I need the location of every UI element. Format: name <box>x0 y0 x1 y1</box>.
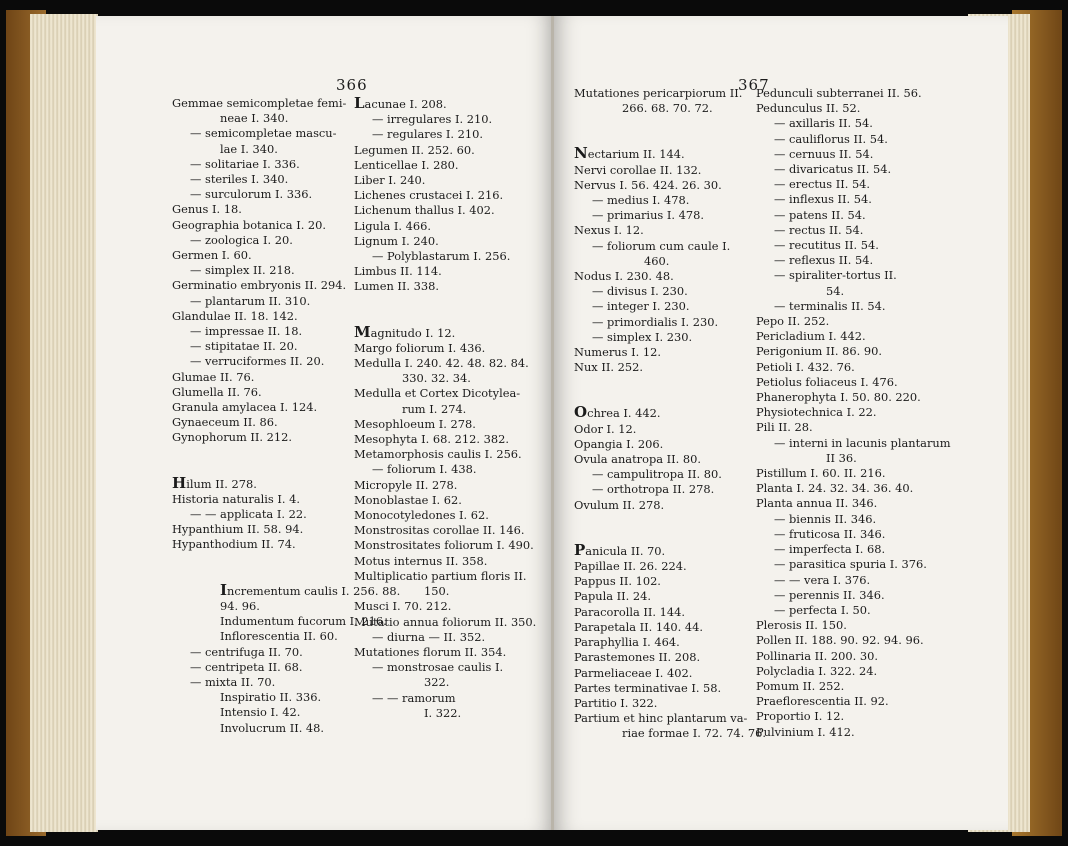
index-entry: — — applicata I. 22. <box>190 507 307 522</box>
index-entry: Monocotyledones I. 62. <box>354 508 489 523</box>
index-entry: Nodus I. 230. 48. <box>574 269 674 284</box>
index-entry: rum I. 274. <box>402 401 467 416</box>
index-entry: Paraphyllia I. 464. <box>574 635 680 650</box>
index-entry: Pollen II. 188. 90. 92. 94. 96. <box>756 633 924 648</box>
index-entry: Hypanthium II. 58. 94. <box>172 522 304 537</box>
index-entry: Pollinaria II. 200. 30. <box>756 648 878 663</box>
index-entry: Multiplicatio partium floris II. <box>354 568 527 583</box>
index-entry: Polycladia I. 322. 24. <box>756 663 878 678</box>
index-entry: Lumen II. 338. <box>354 279 440 294</box>
index-entry: Inflorescentia II. 60. <box>220 629 338 644</box>
left-page <box>96 16 554 830</box>
index-column <box>574 86 767 742</box>
index-entry: Plerosis II. 150. <box>756 618 847 633</box>
right-page <box>554 16 1008 830</box>
index-entry: Planta annua II. 346. <box>756 496 878 511</box>
index-entry: Ovulum II. 278. <box>574 497 665 512</box>
index-entry: neae I. 340. <box>220 111 289 126</box>
spacer <box>574 528 764 543</box>
index-entry: — imperfecta I. 68. <box>774 542 886 557</box>
index-entry: Lichenes crustacei I. 216. <box>354 188 504 203</box>
index-entry: Numerus I. 12. <box>574 345 661 360</box>
index-entry: Germen I. 60. <box>172 248 252 263</box>
index-entry: lae I. 340. <box>220 141 278 156</box>
index-entry: Inspiratio II. 336. <box>220 690 322 705</box>
index-entry: — interni in lacunis plantarum <box>774 435 951 450</box>
index-entry: Mutationes pericarpiorum II. <box>574 86 743 100</box>
index-entry: Mutationes florum II. 354. <box>354 644 507 659</box>
index-entry: Glandulae II. 18. 142. <box>172 308 298 323</box>
index-entry: Petioli I. 432. 76. <box>756 359 855 374</box>
index-entry: Nux II. 252. <box>574 360 643 375</box>
index-entry: Nectarium II. 144. <box>574 144 685 163</box>
index-entry: Pappus II. 102. <box>574 574 661 589</box>
index-entry: — primordialis I. 230. <box>592 314 719 329</box>
index-entry: — patens II. 54. <box>774 207 866 222</box>
index-entry: Lacunae I. 208. <box>354 94 447 112</box>
index-entry: — axillaris II. 54. <box>774 116 873 131</box>
index-entry: Germinatio embryonis II. 294. <box>172 278 347 293</box>
index-entry: Genus I. 18. <box>172 202 242 217</box>
index-entry: Glumella II. 76. <box>172 384 262 399</box>
index-entry: Limbus II. 114. <box>354 264 442 279</box>
index-entry: Hilum II. 278. <box>172 473 257 492</box>
index-entry: Phanerophyta I. 50. 80. 220. <box>756 390 921 405</box>
index-entry: Glumae II. 76. <box>172 369 255 384</box>
index-entry: Legumen II. 252. 60. <box>354 142 475 157</box>
index-entry: Pedunculus II. 52. <box>756 101 861 116</box>
index-entry: Medulla et Cortex Dicotylea- <box>354 386 521 401</box>
index-entry: — integer I. 230. <box>592 299 690 314</box>
page-number-left: 366 <box>336 76 368 94</box>
spacer <box>574 513 764 528</box>
index-entry: Mesophloeum I. 278. <box>354 416 476 431</box>
index-entry: Lenticellae I. 280. <box>354 157 459 172</box>
index-entry: II 36. <box>826 450 857 465</box>
index-entry: — primarius I. 478. <box>592 208 704 223</box>
index-entry: — stipitatae II. 20. <box>190 339 298 354</box>
index-entry: — zoologica I. 20. <box>190 232 293 247</box>
index-entry: — rectus II. 54. <box>774 222 864 237</box>
index-entry: Lignum I. 240. <box>354 233 439 248</box>
index-entry: Parapetala II. 140. 44. <box>574 619 703 634</box>
index-entry: riae formae I. 72. 74. 76. <box>622 726 767 741</box>
index-entry: — regulares I. 210. <box>372 127 484 142</box>
index-entry: — centrifuga II. 70. <box>190 644 303 659</box>
index-entry: Liber I. 240. <box>354 173 426 188</box>
index-entry: Paracorolla II. 144. <box>574 604 686 619</box>
index-entry: Petiolus foliaceus I. 476. <box>756 374 898 389</box>
index-entry: 150. <box>424 584 450 599</box>
index-entry: — mixta II. 70. <box>190 674 276 689</box>
spacer <box>354 295 534 310</box>
index-entry: Parmeliaceae I. 402. <box>574 665 693 680</box>
index-entry: — plantarum II. 310. <box>190 293 311 308</box>
index-entry: Granula amylacea I. 124. <box>172 400 318 415</box>
index-entry: Pistillum I. 60. II. 216. <box>756 466 886 481</box>
index-entry: — terminalis II. 54. <box>774 298 886 313</box>
spacer <box>574 116 764 131</box>
index-entry: 330. 32. 34. <box>402 371 471 386</box>
index-entry: Pedunculi subterranei II. 56. <box>756 86 922 100</box>
index-entry: — verruciformes II. 20. <box>190 354 325 369</box>
spacer <box>574 131 764 146</box>
index-entry: Perigonium II. 86. 90. <box>756 344 882 359</box>
index-entry: — — ramorum <box>372 690 456 705</box>
index-entry: — recutitus II. 54. <box>774 238 879 253</box>
index-entry: Lichenum thallus I. 402. <box>354 203 495 218</box>
index-entry: Proportio I. 12. <box>756 709 845 724</box>
index-entry: Involucrum II. 48. <box>220 720 325 735</box>
index-entry: Musci I. 70. 212. <box>354 599 452 614</box>
index-entry: — fruticosa II. 346. <box>774 526 886 541</box>
index-entry: Nexus I. 12. <box>574 223 644 238</box>
page-number-right: 367 <box>738 76 770 94</box>
index-entry: Pomum II. 252. <box>756 678 845 693</box>
index-entry: Ochrea I. 442. <box>574 403 661 422</box>
index-entry: Intensio I. 42. <box>220 705 301 720</box>
index-entry: — biennis II. 346. <box>774 511 877 526</box>
index-entry: 54. <box>826 283 845 298</box>
index-entry: — centripeta II. 68. <box>190 659 303 674</box>
index-entry: Papillae II. 26. 224. <box>574 559 687 574</box>
spacer <box>574 375 764 390</box>
index-entry: — semicompletae mascu- <box>190 126 337 141</box>
index-entry: — reflexus II. 54. <box>774 253 874 268</box>
index-entry: Hypanthodium II. 74. <box>172 537 296 552</box>
index-entry: — campulitropa II. 80. <box>592 467 722 482</box>
index-entry: Margo foliorum I. 436. <box>354 340 486 355</box>
index-entry: Mesophyta I. 68. 212. 382. <box>354 432 509 447</box>
index-entry: — Polyblastarum I. 256. <box>372 249 511 264</box>
index-entry: — simplex II. 218. <box>190 263 295 278</box>
index-entry: Gynaeceum II. 86. <box>172 415 278 430</box>
page-edges-left <box>30 14 98 832</box>
index-entry: Nervi corollae II. 132. <box>574 162 702 177</box>
index-entry: — cernuus II. 54. <box>774 146 874 161</box>
index-entry: 94. 96. <box>220 598 260 613</box>
index-entry: Ligula I. 466. <box>354 218 431 233</box>
index-entry: Monstrositas corollae II. 146. <box>354 523 525 538</box>
index-entry: — impressae II. 18. <box>190 324 303 339</box>
index-entry: Gemmae semicompletae femi- <box>172 96 347 110</box>
index-entry: Gynophorum II. 212. <box>172 430 293 445</box>
index-entry: — — vera I. 376. <box>774 572 871 587</box>
index-entry: — solitariae I. 336. <box>190 156 300 171</box>
index-entry: — erectus II. 54. <box>774 177 871 192</box>
index-entry: Indumentum fucorum I. 216. <box>220 614 387 629</box>
index-entry: Incrementum caulis I. 256. 88. <box>220 580 401 599</box>
index-entry: Partes terminativae I. 58. <box>574 680 722 695</box>
index-entry: Mutatio annua foliorum II. 350. <box>354 614 537 629</box>
index-entry: Nervus I. 56. 424. 26. 30. <box>574 177 722 192</box>
index-entry: 460. <box>644 253 670 268</box>
index-entry: — surculorum I. 336. <box>190 187 313 202</box>
index-column <box>756 86 956 740</box>
index-entry: Pepo II. 252. <box>756 314 830 329</box>
index-entry: Physiotechnica I. 22. <box>756 405 877 420</box>
index-entry: — foliorum I. 438. <box>372 462 477 477</box>
index-entry: Medulla I. 240. 42. 48. 82. 84. <box>354 356 529 371</box>
index-entry: Partitio I. 322. <box>574 695 658 710</box>
index-entry: Monoblastae I. 62. <box>354 492 462 507</box>
index-entry: — diurna — II. 352. <box>372 629 486 644</box>
index-entry: Pulvinium I. 412. <box>756 724 855 739</box>
index-entry: Papula II. 24. <box>574 589 651 604</box>
index-entry: — foliorum cum caule I. <box>592 238 731 253</box>
index-entry: Motus internus II. 358. <box>354 553 488 568</box>
index-entry: Pili II. 28. <box>756 420 813 435</box>
index-entry: Planta I. 24. 32. 34. 36. 40. <box>756 481 914 496</box>
index-entry: 266. 68. 70. 72. <box>622 101 713 116</box>
index-entry: — inflexus II. 54. <box>774 192 872 207</box>
index-entry: — perennis II. 346. <box>774 587 885 602</box>
spacer <box>574 390 764 405</box>
spacer <box>354 310 534 325</box>
index-entry: — steriles I. 340. <box>190 172 289 187</box>
index-entry: — perfecta I. 50. <box>774 602 871 617</box>
index-entry: Micropyle II. 278. <box>354 477 458 492</box>
index-entry: Geographia botanica I. 20. <box>172 217 327 232</box>
index-entry: Metamorphosis caulis I. 256. <box>354 447 522 462</box>
index-entry: — irregulares I. 210. <box>372 112 493 127</box>
index-entry: — orthotropa II. 278. <box>592 482 715 497</box>
index-entry: — divisus I. 230. <box>592 284 688 299</box>
index-entry: Parastemones II. 208. <box>574 650 701 665</box>
index-entry: Opangia I. 206. <box>574 436 664 451</box>
index-entry: — cauliflorus II. 54. <box>774 131 888 146</box>
index-entry: — simplex I. 230. <box>592 329 693 344</box>
index-entry: Monstrositates foliorum I. 490. <box>354 538 534 553</box>
index-entry: Praeflorescentia II. 92. <box>756 694 889 709</box>
index-entry: Historia naturalis I. 4. <box>172 491 300 506</box>
index-entry: Ovula anatropa II. 80. <box>574 452 702 467</box>
index-entry: — medius I. 478. <box>592 193 690 208</box>
index-entry: I. 322. <box>424 705 462 720</box>
index-entry: Magnitudo I. 12. <box>354 322 456 341</box>
index-entry: Panicula II. 70. <box>574 540 666 559</box>
index-column <box>354 94 537 721</box>
index-entry: — spiraliter-tortus II. <box>774 268 897 283</box>
index-entry: — parasitica spuria I. 376. <box>774 557 927 572</box>
index-entry: Pericladium I. 442. <box>756 329 866 344</box>
index-entry: — monstrosae caulis I. <box>372 660 504 675</box>
index-entry: — divaricatus II. 54. <box>774 162 892 177</box>
index-entry: Partium et hinc plantarum va- <box>574 711 748 726</box>
index-entry: Odor I. 12. <box>574 421 637 436</box>
index-entry: 322. <box>424 675 450 690</box>
